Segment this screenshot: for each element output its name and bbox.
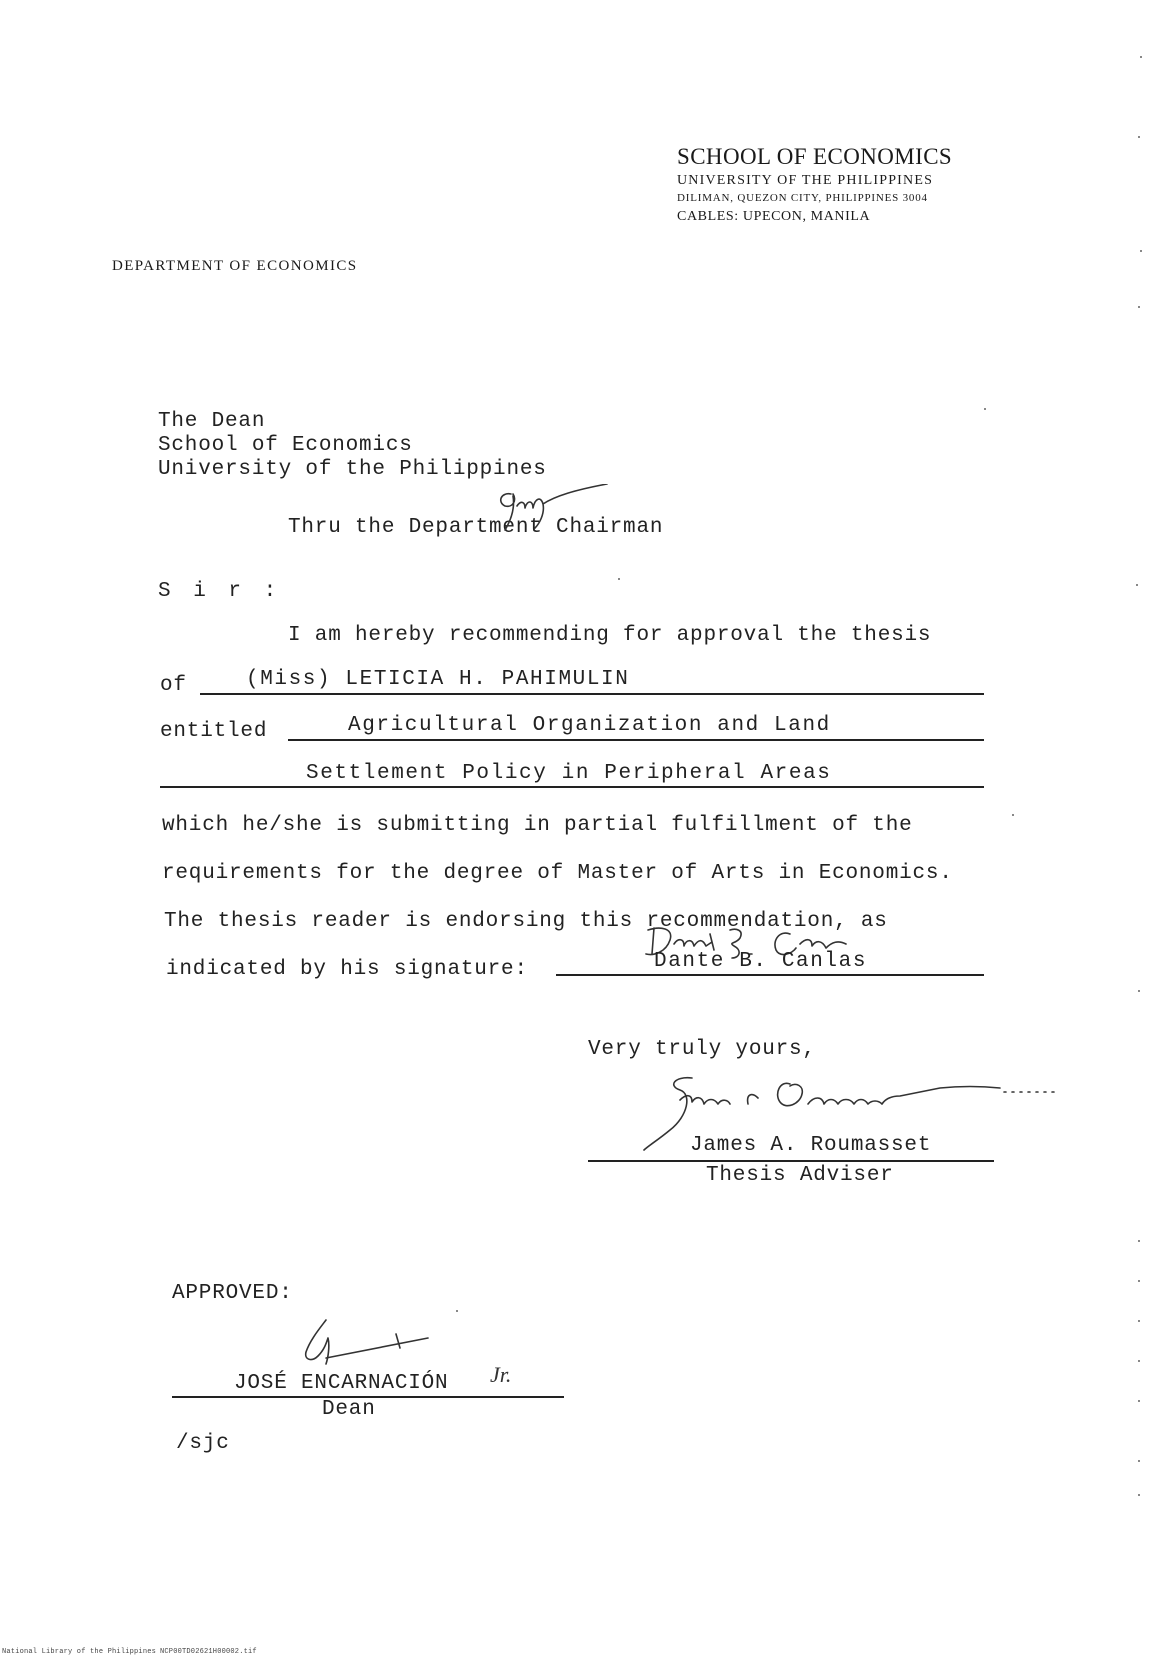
scan-speck	[1140, 250, 1142, 252]
student-name: (Miss) LETICIA H. PAHIMULIN	[246, 668, 630, 691]
salutation: S i r :	[158, 580, 282, 603]
addressee-line-3: University of the Philippines	[158, 458, 547, 481]
body-line-4: requirements for the degree of Master of Arts in Economics.	[162, 862, 953, 885]
scan-speck	[456, 1310, 458, 1312]
addressee-line-1: The Dean	[158, 410, 266, 433]
scan-speck	[1138, 1240, 1140, 1242]
scan-speck	[1138, 1494, 1140, 1496]
dean-suffix: Jr.	[490, 1362, 512, 1387]
scan-speck	[1138, 1320, 1140, 1322]
chairman-initials-signature	[495, 484, 615, 536]
addressee-line-2: School of Economics	[158, 434, 413, 457]
scan-speck	[1138, 1280, 1140, 1282]
scan-speck	[1140, 56, 1142, 58]
dean-title: Dean	[322, 1398, 376, 1421]
adviser-title: Thesis Adviser	[706, 1164, 894, 1187]
scan-speck	[1138, 1360, 1140, 1362]
approved-label: APPROVED:	[172, 1282, 293, 1305]
body-line-6: indicated by his signature:	[166, 958, 528, 981]
letterhead-cables: CABLES: UPECON, MANILA	[677, 209, 871, 224]
scan-speck	[1138, 1460, 1140, 1462]
scan-speck	[1012, 814, 1014, 816]
letterhead-address: DILIMAN, QUEZON CITY, PHILIPPINES 3004	[677, 192, 928, 204]
scan-speck	[1138, 136, 1140, 138]
dean-signature	[296, 1318, 436, 1368]
scan-speck	[984, 408, 986, 410]
footer-file-id: NCP00TD02621H00002.tif	[160, 1648, 257, 1656]
thesis-title-underline-2	[160, 786, 984, 788]
department-heading: DEPARTMENT OF ECONOMICS	[112, 258, 358, 274]
footer-source: National Library of the Philippines	[2, 1648, 157, 1656]
thesis-title-underline-1	[288, 739, 984, 741]
scan-speck	[618, 578, 620, 580]
student-name-underline	[200, 693, 984, 695]
reader-signature-line	[556, 974, 984, 976]
of-label: of	[160, 674, 187, 697]
entitled-label: entitled	[160, 720, 268, 743]
dean-name: JOSÉ ENCARNACIÓN	[234, 1372, 449, 1395]
letterhead-school: SCHOOL OF ECONOMICS	[677, 144, 953, 169]
scan-speck	[1138, 990, 1140, 992]
scan-speck	[1136, 584, 1138, 586]
scan-speck	[1138, 306, 1140, 308]
thru-line: Thru the Department Chairman	[288, 516, 664, 539]
body-line-5: The thesis reader is endorsing this recommendation, as	[164, 910, 888, 933]
letterhead-university: UNIVERSITY OF THE PHILIPPINES	[677, 173, 934, 188]
scan-speck	[1138, 1400, 1140, 1402]
typist-initials: /sjc	[176, 1432, 230, 1455]
thesis-title-line-1: Agricultural Organization and Land	[348, 714, 831, 737]
thesis-title-line-2: Settlement Policy in Peripheral Areas	[306, 762, 832, 785]
valediction: Very truly yours,	[588, 1038, 816, 1061]
adviser-name: James A. Roumasset	[690, 1134, 932, 1157]
reader-name: Dante B. Canlas	[654, 950, 868, 973]
body-line-3: which he/she is submitting in partial fulfillment of the	[162, 814, 913, 837]
adviser-signature-line	[588, 1160, 994, 1162]
body-intro-line: I am hereby recommending for approval the thesis	[288, 624, 932, 647]
